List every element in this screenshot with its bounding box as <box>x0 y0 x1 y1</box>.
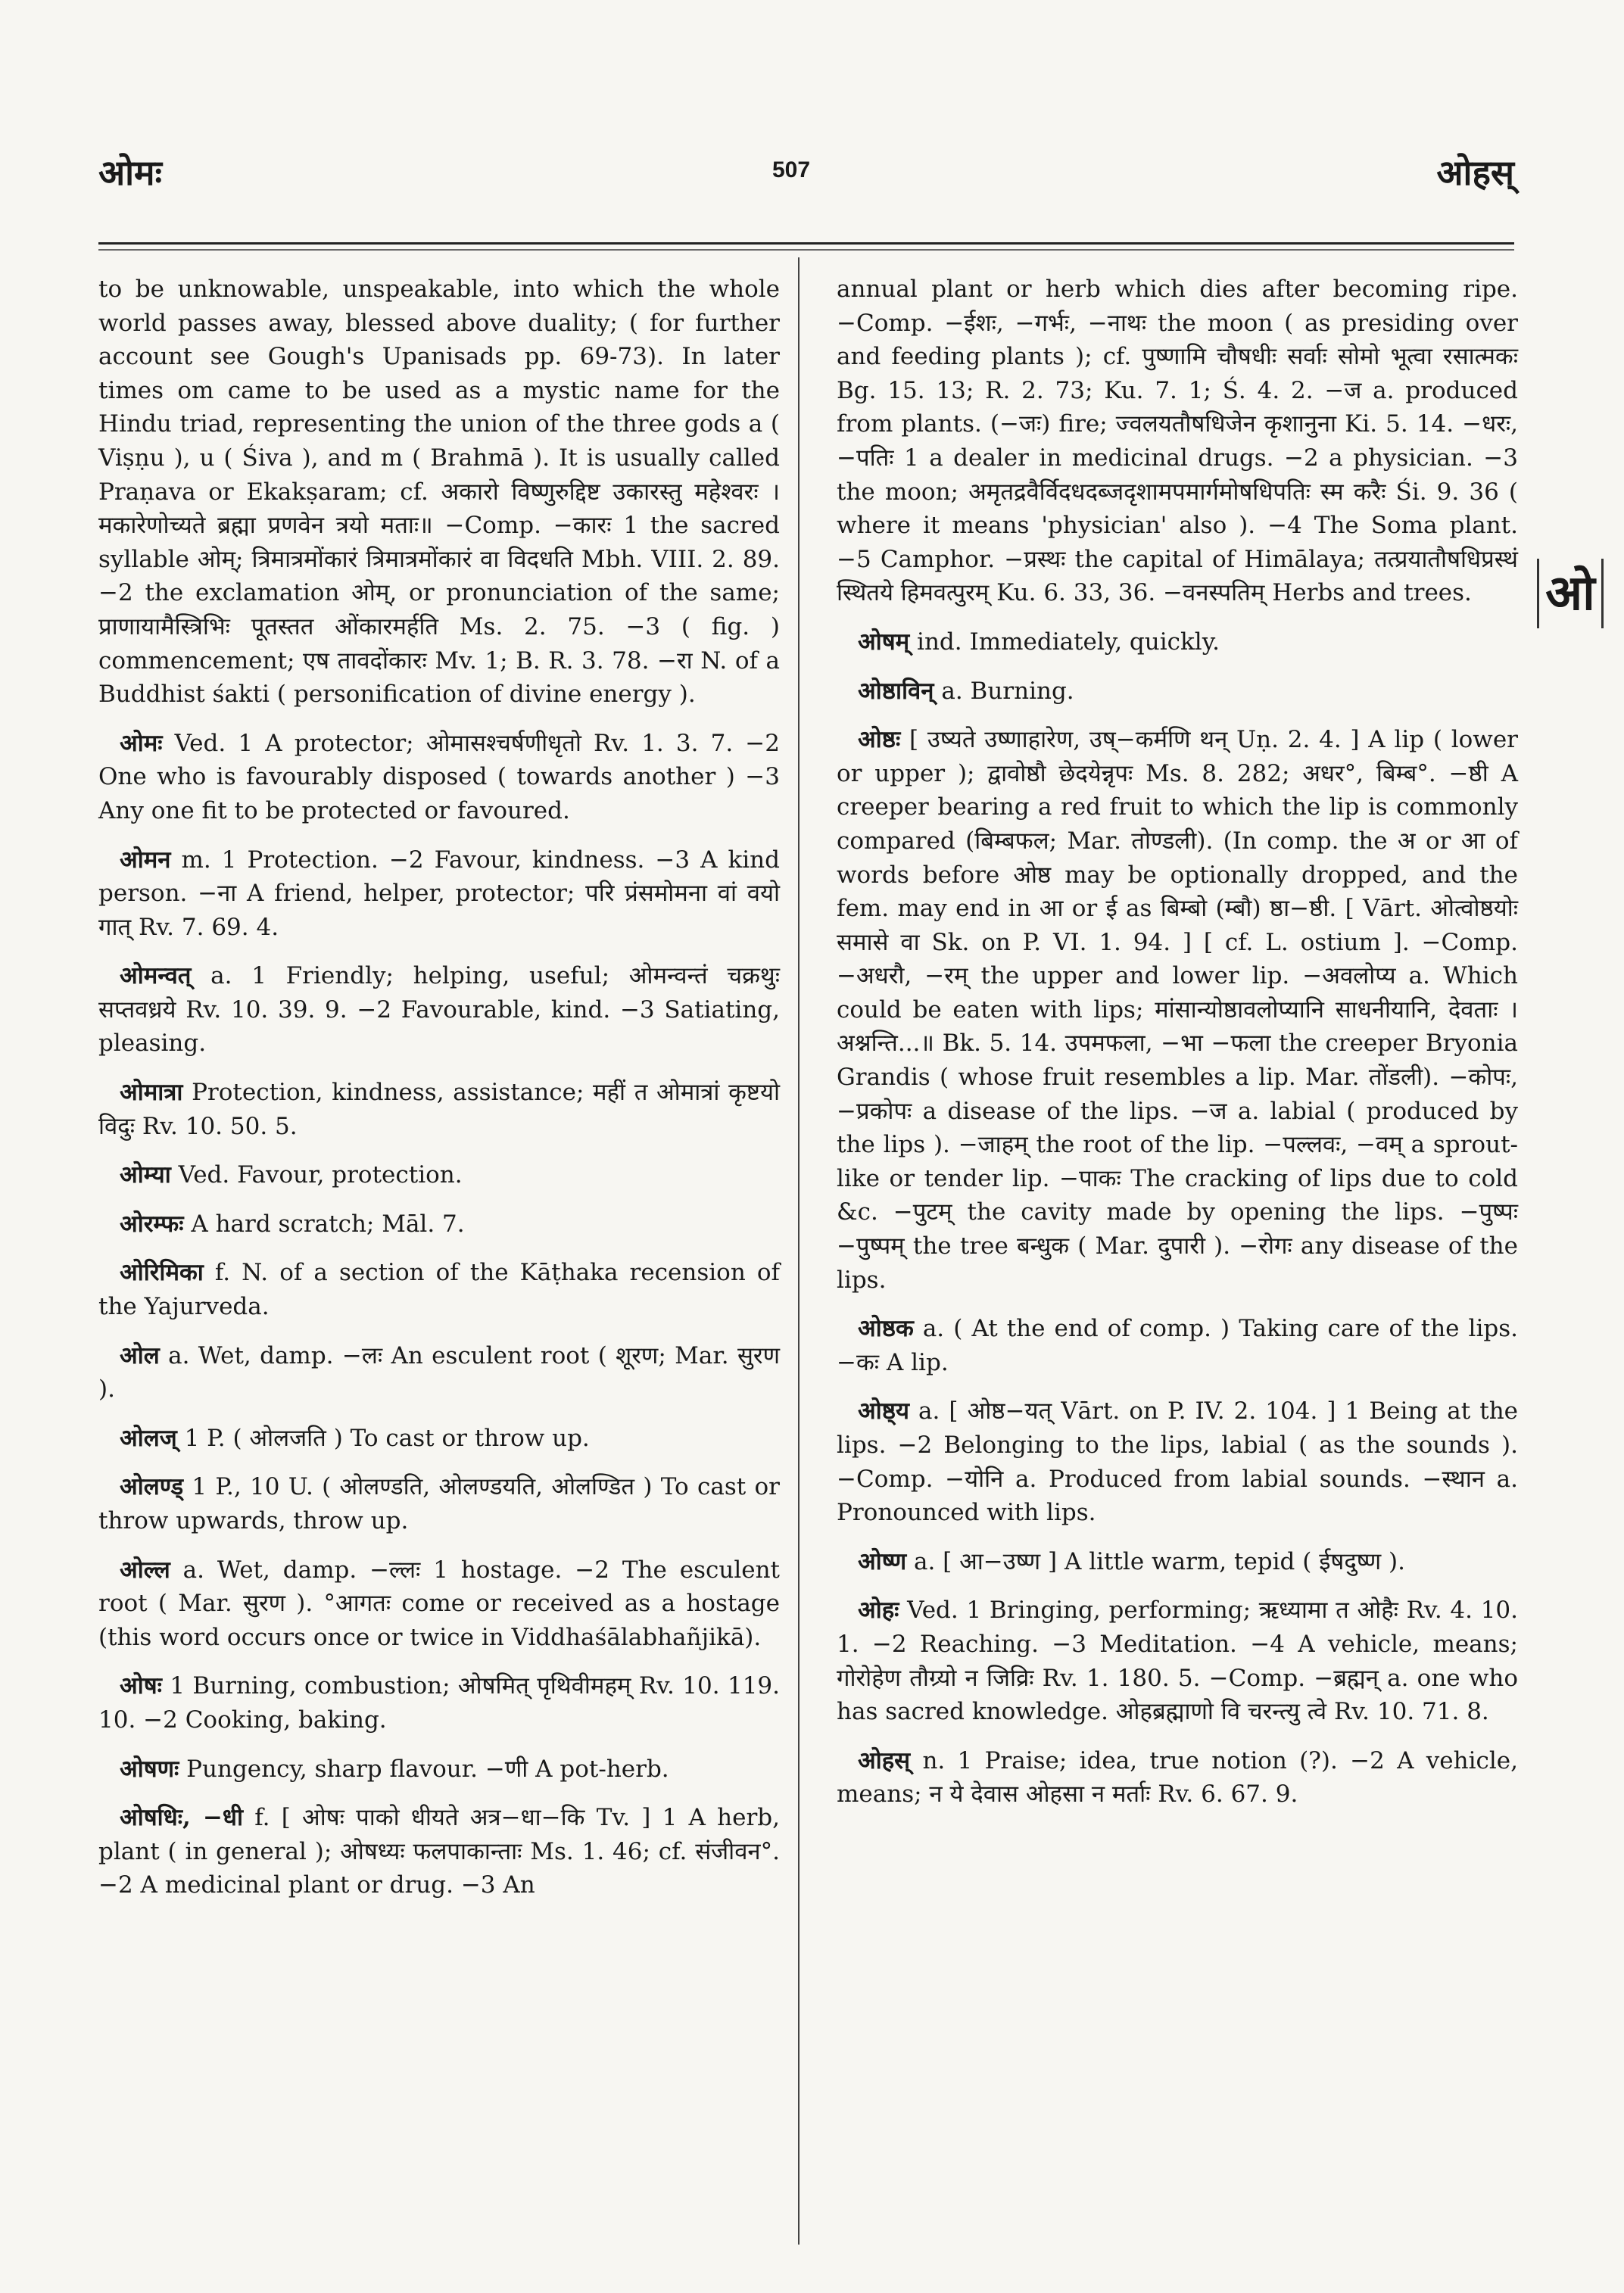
thumb-index-tab: ओ <box>1537 559 1604 628</box>
entry-text: 1 P., 10 U. ( ओलण्डति, ओलण्डयति, ओलण्डित ) To cast or throw upwards, throw up. <box>98 1473 780 1534</box>
dictionary-entry <box>98 1339 780 1407</box>
entry-text: 1 Burning, combustion; ओषमित् पृथिवीमहम् Rv. 10. 119. 10. −2 Cooking, baking. <box>98 1672 780 1734</box>
entry-text: a. ( At the end of comp. ) Taking care of the lips. −कः A lip. <box>837 1315 1518 1376</box>
entry-lemma: ओल्ल <box>120 1556 170 1584</box>
column-divider <box>798 257 800 2245</box>
dictionary-entry <box>98 1752 780 1787</box>
dictionary-entry <box>98 1158 780 1192</box>
entry-text: ind. Immediately, quickly. <box>917 628 1220 656</box>
dictionary-entry <box>837 1744 1518 1812</box>
entry-text: a. [ आ−उष्ण ] A little warm, tepid ( ईषदुष्ण ). <box>913 1547 1405 1575</box>
entry-lemma: ओम्या <box>120 1161 171 1189</box>
entry-lemma: ओष्ण <box>858 1547 907 1575</box>
entry-lemma: ओमन <box>120 846 171 874</box>
entry-text: Protection, kindness, assistance; महीं त ओमात्रां कृष्टयो विदुः Rv. 10. 50. 5. <box>98 1079 781 1140</box>
entry-text: Pungency, sharp flavour. −णी A pot-herb. <box>186 1755 669 1783</box>
dictionary-entry <box>837 273 1518 610</box>
entry-text: a. Wet, damp. −लः An esculent root ( शूरण; Mar. सुरण ). <box>98 1341 781 1404</box>
entry-text: a. Wet, damp. −ल्लः 1 hostage. −2 The esculent root ( Mar. सुरण ). °आगतः come or received as a hostage (this word occurs once or twice in Viddhaśālabhañjikā). <box>98 1556 780 1651</box>
entry-lemma: ओलण्ड् <box>120 1473 184 1501</box>
entry-lemma: ओल <box>120 1341 160 1369</box>
entry-lemma: ओरिमिका <box>120 1259 204 1287</box>
entry-text: m. 1 Protection. −2 Favour, kindness. −3 A kind person. −ना A friend, helper, protector; परि प्रंसमोमना वां वयो गात् Rv. 7. 69. 4. <box>98 846 780 941</box>
entry-lemma: ओषः <box>120 1672 162 1700</box>
entry-text: [ उष्यते उष्णाहारेण, उष्−कर्मणि थन् Uṇ. 2. 4. ] A lip ( lower or upper ); द्वावोष्ठौ छेदयेन्नृपः Ms. 8. 282; अधर°, बिम्ब°. −ष्ठी A creeper bearing a red fruit to which the lip is commonly compared (बिम्बफल; Mar. तोण्डली). (In comp. the अ or आ of words before ओष्ठ may be optionally dropped, and the fem. may end in आ or ई as बिम्बो (म्बौ) ष्ठा−ष्ठी. [ Vārt. ओत्वोष्ठयोः समासे वा Sk. on P. VI. 1. 94. ] [ cf. L. ostium ]. −Comp. −अधरौ, −रम् the upper and lower lip. −अवलोप्य a. Which could be eaten with lips; मांसान्योष्ठावलोप्यानि साधनीयानि, देवताः । अश्नन्ति...॥ Bk. 5. 14. उपमफला, −भा −फला the creeper Bryonia Grandis ( whose fruit resembles a lip. Mar. तोंडली). −कोपः, −प्रकोपः a disease of the lips. −ज a. labial ( produced by the lips ). −जाहम् the root of the lip. −पल्लवः, −वम् a sprout-like or tender lip. −पाकः The cracking of lips due to cold &c. −पुटम् the cavity made by opening the lips. −पुष्पः −पुष्पम् the tree बन्धुक ( Mar. दुपारी ). −रोगः any disease of the lips. <box>837 726 1518 1294</box>
header-rule <box>98 242 1514 251</box>
dictionary-entry <box>837 1394 1518 1529</box>
entry-lemma: ओषधिः, −धी <box>120 1804 244 1832</box>
right-guide-word: ओहस् <box>1436 152 1514 193</box>
right-column <box>837 273 1518 1827</box>
dictionary-entry <box>98 1207 780 1242</box>
entry-text: a. 1 Friendly; helping, useful; ओमन्वन्तं चक्रथुः सप्तवध्रये Rv. 10. 39. 9. −2 Favourable, kind. −3 Satiating, pleasing. <box>98 962 780 1058</box>
entry-lemma: ओलज् <box>120 1424 177 1452</box>
dictionary-entry <box>98 727 780 828</box>
entry-lemma: ओहः <box>858 1597 899 1625</box>
dictionary-entry <box>837 723 1518 1297</box>
entry-text: n. 1 Praise; idea, true notion (?). −2 A vehicle, means; न ये देवास ओहसा न मर्ताः Rv. 6. 67. 9. <box>837 1746 1518 1809</box>
page-number: 507 <box>772 157 811 182</box>
entry-lemma: ओरम्फः <box>120 1210 184 1238</box>
dictionary-entry <box>837 1545 1518 1579</box>
dictionary-entry <box>98 843 780 945</box>
entry-text: Ved. Favour, protection. <box>178 1161 463 1189</box>
entry-lemma: ओहस् <box>858 1746 911 1774</box>
entry-lemma: ओषम् <box>858 628 910 656</box>
entry-lemma: ओमन्वत् <box>120 962 192 990</box>
dictionary-entry <box>98 1669 780 1737</box>
entry-text: Ved. 1 Bringing, performing; ऋध्यामा त ओहैः Rv. 4. 10. 1. −2 Reaching. −3 Meditation. −4 A vehicle, means; गोरोहेण तौग्र्यो न जिव्रिः Rv. 1. 180. 5. −Comp. −ब्रह्मन् a. one who has sacred knowledge. ओहब्रह्माणो वि चरन्त्यु त्वे Rv. 10. 71. 8. <box>837 1597 1518 1726</box>
dictionary-entry <box>98 959 780 1061</box>
left-column <box>98 273 780 1918</box>
entry-text: f. [ ओषः पाको धीयते अत्र−धा−कि Tv. ] 1 A herb, plant ( in general ); ओषध्यः फलपाकान्ताः Ms. 1. 46; cf. संजीवन°. −2 A medicinal plant or drug. −3 An <box>98 1804 781 1899</box>
page-header <box>98 148 1514 232</box>
entry-text: annual plant or herb which dies after becoming ripe. −Comp. −ईशः, −गर्भः, −नाथः the moon ( as presiding over and feeding plants ); cf. पुष्णामि चौषधीः सर्वाः सोमो भूत्वा रसात्मकः Bg. 15. 13; R. 2. 73; Ku. 7. 1; Ś. 4. 2. −ज a. produced from plants. (−जः) fire; ज्वलयतौषधिजेन कृशानुना Ki. 5. 14. −धरः, −पतिः 1 a dealer in medicinal drugs. −2 a physician. −3 the moon; अमृतद्रवैर्विदधदब्जदृशामपमार्गमोषधिपतिः स्म करैः Śi. 9. 36 ( where it means 'physician' also ). −4 The Soma plant. −5 Camphor. −प्रस्थः the capital of Himālaya; तत्प्रयातौषधिप्रस्थं स्थितये हिमवत्पुरम् Ku. 6. 33, 36. −वनस्पतिम् Herbs and trees. <box>837 276 1518 607</box>
entry-text: a. [ ओष्ठ−यत् Vārt. on P. IV. 2. 104. ] 1 Being at the lips. −2 Belonging to the lips, labial ( as the sounds ). −Comp. −योनि a. Produced from labial sounds. −स्थान a. Pronounced with lips. <box>837 1397 1519 1527</box>
entry-text: 1 P. ( ओलजति ) To cast or throw up. <box>184 1424 590 1452</box>
entry-text: a. Burning. <box>941 677 1074 705</box>
dictionary-entry <box>98 1801 780 1902</box>
dictionary-entry <box>98 1470 780 1537</box>
entry-text: f. N. of a section of the Kāṭhaka recension of the Yajurveda. <box>98 1259 780 1321</box>
entry-lemma: ओमात्रा <box>120 1079 183 1107</box>
dictionary-entry <box>98 273 780 712</box>
entry-text: A hard scratch; Māl. 7. <box>191 1210 465 1238</box>
entry-lemma: ओष्ठाविन् <box>858 677 934 705</box>
entry-lemma: ओष्ठः <box>858 726 901 754</box>
dictionary-entry <box>98 1422 780 1456</box>
dictionary-entry <box>837 1312 1518 1379</box>
entry-text: to be unknowable, unspeakable, into which the whole world passes away, blessed above duality; ( for further account see Gough's Upanisads pp. 69-73). In later times om came to be used as a mystic name for the Hindu triad, representing the union of the three gods a ( Viṣṇu ), u ( Śiva ), and m ( Brahmā ). It is usually called Praṇava or Ekakṣaram; cf. अकारो विष्णुरुद्दिष्ट उकारस्तु महेश्वरः । मकारेणोच्यते ब्रह्मा प्रणवेन त्रयो मताः॥ −Comp. −कारः 1 the sacred syllable ओम्; त्रिमात्रमोंकारं त्रिमात्रमोंकारं वा विदधति Mbh. VIII. 2. 89. −2 the exclamation ओम्, or pronunciation of the same; प्राणायामैस्त्रिभिः पूतस्तत ओंकारमर्हति Ms. 2. 75. −3 ( fig. ) commencement; एष तावदोंकारः Mv. 1; B. R. 3. 78. −रा N. of a Buddhist śakti ( personification of divine energy ). <box>98 276 780 709</box>
dictionary-entry <box>837 675 1518 709</box>
entry-text: Ved. 1 A protector; ओमासश्चर्षणीधृतो Rv. 1. 3. 7. −2 One who is favourably disposed ( towards another ) −3 Any one fit to be protected or favoured. <box>98 729 780 824</box>
dictionary-entry <box>98 1256 780 1323</box>
entry-lemma: ओष्ठ्य <box>858 1397 909 1425</box>
entry-lemma: ओमः <box>120 729 163 757</box>
dictionary-entry <box>98 1076 780 1143</box>
left-guide-word: ओमः <box>98 152 162 193</box>
dictionary-entry <box>837 1594 1518 1728</box>
dictionary-entry <box>837 625 1518 659</box>
dictionary-entry <box>98 1553 780 1655</box>
entry-lemma: ओष्ठक <box>858 1315 914 1343</box>
entry-lemma: ओषणः <box>120 1755 179 1783</box>
